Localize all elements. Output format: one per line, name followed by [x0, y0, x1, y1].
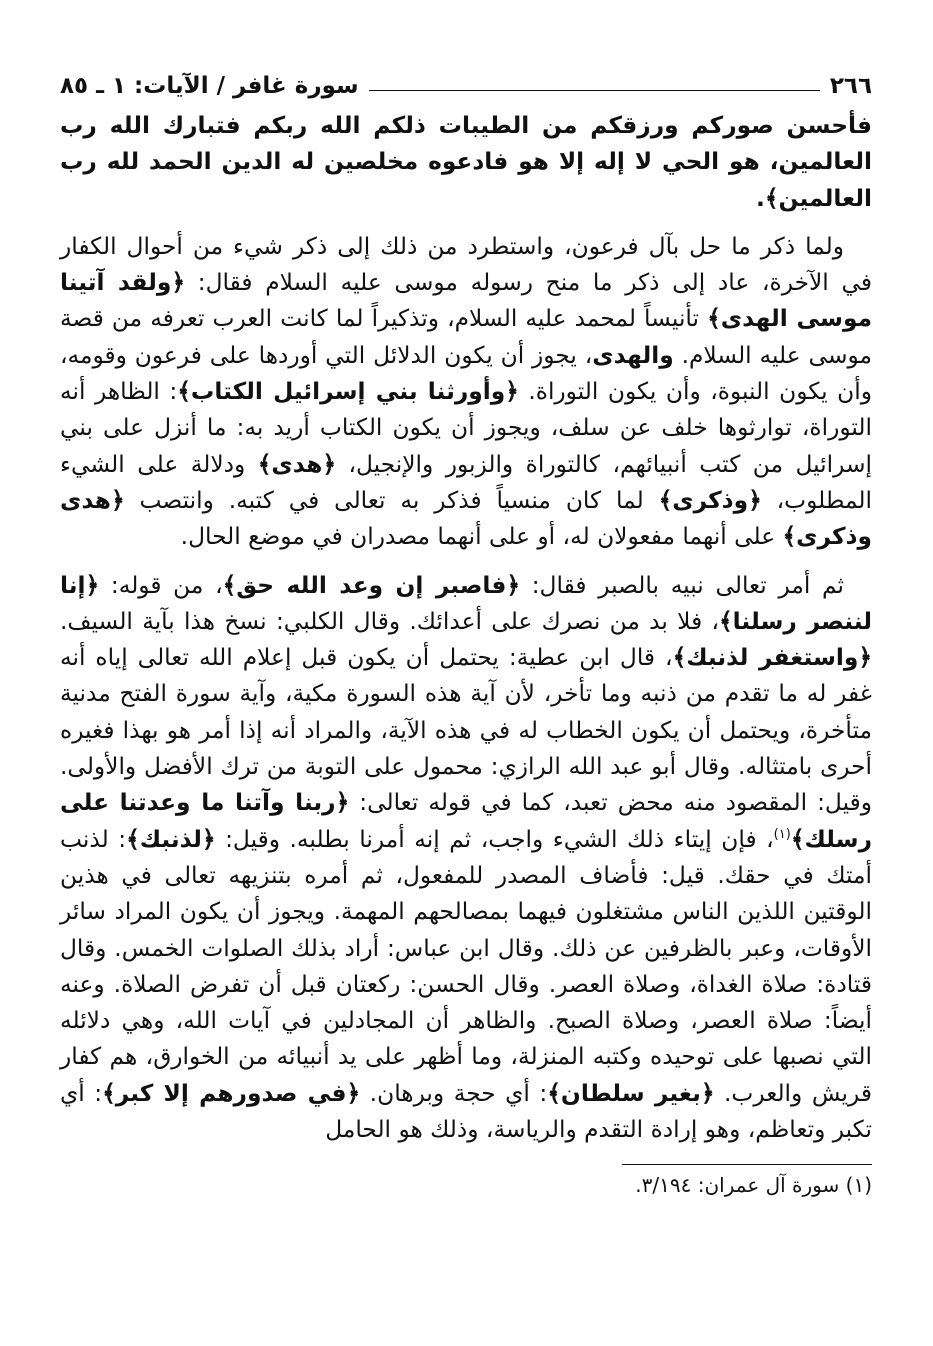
running-header: [60, 66, 872, 106]
quran-quote: ﴿هدى وذكرى﴾: [60, 486, 872, 551]
text-run: : لذنب أمتك في حقك. قيل: فأضاف المصدر للمفعول، ثم أمره بتنزيهه تعالى في هذين الوقتين اللذين الناس مشتغلون فيهما بمصالحهم المهمة. ويجوز أن يكون المراد سائر الأوقات، وعبر بالظرفين عن ذلك. وقال ابن عباس: أراد بذلك الصلوات الخمس. وقال قتادة: صلاة الغداة، وصلاة العصر. وقال الحسن: ركعتان قبل أن تفرض الصلاة. وعنه أيضاً: صلاة العصر، وصلاة الصبح. والظاهر أن المجادلين في آيات الله، وهي دلائله التي نصبها على توحيده وكتبه المنزلة، وما أظهر على يد أنبيائه من الخوارق، هم كفار قريش والعرب.: [60, 825, 872, 1107]
quran-quote: ﴿فاصبر إن وعد الله حق﴾: [222, 571, 520, 599]
bold-term: والهدى: [592, 341, 674, 369]
quran-quote: ﴿لذنبك﴾: [126, 825, 216, 853]
text-run: ولما ذكر ما حل بآل فرعون، واستطرد من ذلك إلى ذكر شيء من أحوال الكفار في الآخرة، عاد إلى ذكر ما منح رسوله موسى عليه السلام فقال:: [60, 232, 872, 297]
text-run: ، يجوز أن يكون الدلائل التي أوردها على فرعون وقومه، وأن يكون النبوة، وأن يكون التوراة.: [60, 341, 872, 406]
quran-quote: ﴿واستغفر لذنبك﴾: [672, 644, 872, 672]
quran-quote: ﴿ولقد آتينا موسى الهدى﴾: [60, 269, 872, 333]
text-run: ، قال ابن عطية: يحتمل أن يكون قبل إعلام الله تعالى إياه أنه غفر له ما تقدم من ذنبه وما تأخر، لأن آية هذه السورة مكية، وآية سورة الفتح مدنية متأخرة، ويحتمل أن يكون الخطاب له في هذه الآية، والمراد أنه إذا أمر هو بهذا فغيره أحرى بامتثاله. وقال أبو عبد الله الرازي: محمول على التوبة من ترك الأفضل والأولى. وقيل: المقصود منه محض تعبد، كما في قوله تعالى:: [60, 644, 872, 817]
text-run: : أي حجة وبرهان.: [360, 1079, 548, 1107]
quran-quote: ﴿ربنا وآتنا ما وعدتنا على رسلك﴾: [60, 789, 872, 853]
quran-quote: ﴿وذكرى﴾: [658, 486, 762, 514]
opening-verse: [60, 108, 872, 217]
text-run: ، فإن إيتاء ذلك الشيء واجب، ثم إنه أمرنا بطلبه. وقيل:: [215, 825, 774, 853]
text-run: ودلالة على الشيء المطلوب،: [60, 450, 872, 514]
quran-quote: فأحسن صوركم ورزقكم من الطيبات ذلكم الله ربكم فتبارك الله رب العالمين، هو الحي لا إله إلا هو فادعوه مخلصين له الدين الحمد لله رب العالمين﴾.: [60, 112, 872, 212]
footnote-marker[interactable]: (١): [773, 826, 791, 842]
footnote-divider: [622, 1164, 872, 1165]
book-page: [60, 66, 872, 1201]
text-run: على أنهما مفعولان له، أو على أنهما مصدران في موضع الحال.: [180, 523, 783, 551]
quran-quote: ﴿إنا لننصر رسلنا﴾: [60, 571, 872, 635]
text-run: : أي تكبر وتعاظم، وهو إرادة التقدم والرياسة، وذلك هو الحامل: [60, 1079, 872, 1144]
paragraph-2: [60, 568, 872, 1149]
text-run: ، فلا بد من نصرك على أعدائك. وقال الكلبي: نسخ هذا بآية السيف.: [60, 607, 720, 635]
page-number: ٢٦٦: [829, 73, 872, 99]
text-run: لما كان منسياً فذكر به تعالى في كتبه. وانتصب: [124, 486, 659, 514]
text-run: ثم أمر تعالى نبيه بالصبر فقال:: [520, 571, 844, 599]
text-run: ، من قوله:: [99, 571, 223, 599]
quran-quote: ﴿في صدورهم إلا كبر﴾: [102, 1079, 361, 1107]
text-run: : الظاهر أنه التوراة، توارثوها خلف عن سلف، ويجوز أن يكون الكتاب أريد به: ما أنزل على بني إسرائيل من كتب أنبيائهم، كالتوراة والزبور والإنجيل،: [60, 378, 872, 478]
text-run: تأنيساً لمحمد عليه السلام، وتذكيراً لما كانت العرب تعرفه من قصة موسى عليه السلام.: [60, 305, 872, 369]
quran-quote: ﴿بغير سلطان﴾: [547, 1079, 715, 1107]
header-rule: [369, 90, 820, 91]
running-title: سورة غافر / الآيات: ١ ـ ٨٥: [60, 73, 359, 99]
quran-quote: ﴿وأورثنا بني إسرائيل الكتاب﴾: [177, 378, 519, 406]
footnote: (١) سورة آل عمران: ٣/١٩٤.: [635, 1173, 872, 1198]
paragraph-1: [60, 229, 872, 556]
quran-quote: ﴿هدى﴾: [257, 450, 337, 478]
